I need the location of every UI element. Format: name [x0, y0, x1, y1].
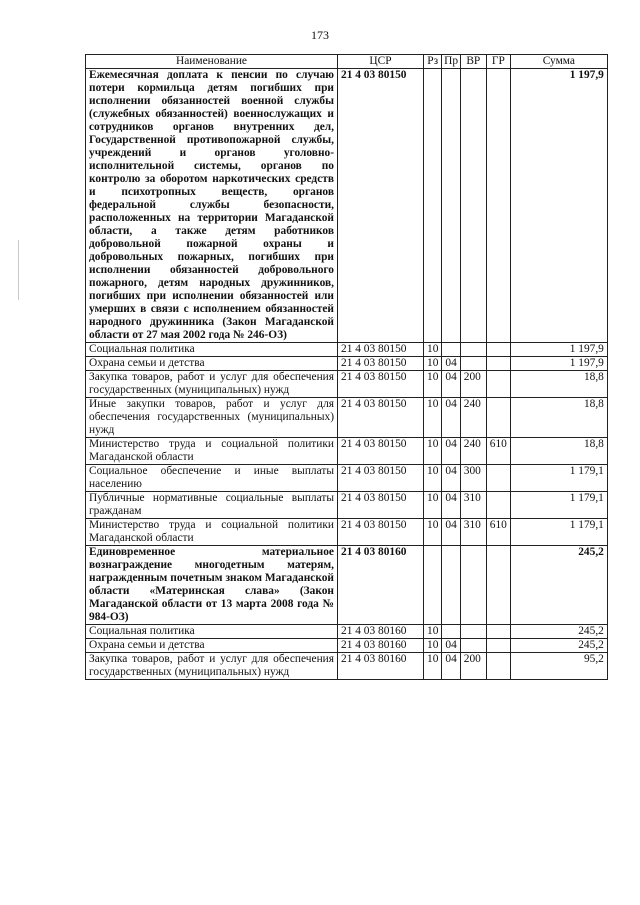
- budget-table: [85, 54, 608, 680]
- table-body: [86, 69, 608, 680]
- cell-sum: 18,8: [510, 398, 607, 438]
- cell-gr: [486, 639, 510, 653]
- cell-gr: [486, 492, 510, 519]
- page-number: 173: [311, 28, 329, 42]
- table-row: [86, 465, 608, 492]
- cell-sum: 245,2: [510, 546, 607, 625]
- header-rz: Рз: [424, 55, 442, 69]
- cell-name: Ежемесячная доплата к пенсии по случаю потери кормильца детям погибших при исполнении обязанностей военной службы (служебных обязанностей) военнослужащих и сотрудников органов внутренних дел, Государственной противопожарной службы, учреждений и органов уголовно-исполнительной системы, органов по контролю за оборотом наркотических средств и психотропных веществ, органов федеральной службы безопасности, расположенных на территории Магаданской области, а также детям работников добровольной пожарной охраны и добровольных пожарных, погибших при исполнении обязанностей добровольного пожарного, детям народных дружинников, погибших при исполнении обязанностей или умерших в связи с исполнением обязанностей народного дружинника (Закон Магаданской области от 27 мая 2002 года № 246-ОЗ): [86, 69, 338, 343]
- cell-vr: [460, 343, 486, 357]
- table-row: [86, 625, 608, 639]
- cell-name: Министерство труда и социальной политики Магаданской области: [86, 438, 338, 465]
- cell-gr: [486, 465, 510, 492]
- cell-vr: 310: [460, 492, 486, 519]
- table-row: [86, 639, 608, 653]
- table-row: [86, 653, 608, 680]
- cell-name: Социальная политика: [86, 625, 338, 639]
- header-pr: Пр: [442, 55, 460, 69]
- cell-name: Социальная политика: [86, 343, 338, 357]
- cell-pr: [442, 625, 460, 639]
- cell-sum: 18,8: [510, 371, 607, 398]
- cell-gr: [486, 625, 510, 639]
- header-vr: ВР: [460, 55, 486, 69]
- cell-rz: [424, 546, 442, 625]
- cell-csr: 21 4 03 80150: [338, 519, 424, 546]
- cell-sum: 1 179,1: [510, 519, 607, 546]
- cell-sum: 18,8: [510, 438, 607, 465]
- cell-csr: 21 4 03 80150: [338, 357, 424, 371]
- cell-name: Охрана семьи и детства: [86, 639, 338, 653]
- cell-pr: 04: [442, 653, 460, 680]
- cell-pr: 04: [442, 465, 460, 492]
- cell-name: Закупка товаров, работ и услуг для обеспечения государственных (муниципальных) нужд: [86, 371, 338, 398]
- scan-margin-mark: [18, 240, 19, 300]
- header-csr: ЦСР: [338, 55, 424, 69]
- cell-rz: 10: [424, 519, 442, 546]
- cell-vr: [460, 546, 486, 625]
- cell-gr: [486, 357, 510, 371]
- cell-pr: 04: [442, 519, 460, 546]
- table-row: [86, 69, 608, 343]
- table-row: [86, 438, 608, 465]
- cell-vr: 300: [460, 465, 486, 492]
- cell-name: Социальное обеспечение и иные выплаты населению: [86, 465, 338, 492]
- cell-gr: [486, 343, 510, 357]
- cell-rz: 10: [424, 465, 442, 492]
- table-row: [86, 519, 608, 546]
- cell-gr: 610: [486, 519, 510, 546]
- cell-sum: 95,2: [510, 653, 607, 680]
- cell-pr: 04: [442, 438, 460, 465]
- cell-gr: [486, 653, 510, 680]
- cell-sum: 245,2: [510, 625, 607, 639]
- cell-rz: 10: [424, 625, 442, 639]
- cell-csr: 21 4 03 80160: [338, 625, 424, 639]
- cell-sum: 1 179,1: [510, 492, 607, 519]
- cell-rz: 10: [424, 357, 442, 371]
- cell-sum: 1 179,1: [510, 465, 607, 492]
- cell-vr: [460, 69, 486, 343]
- cell-csr: 21 4 03 80150: [338, 492, 424, 519]
- cell-csr: 21 4 03 80160: [338, 546, 424, 625]
- cell-gr: [486, 398, 510, 438]
- cell-vr: 240: [460, 438, 486, 465]
- cell-pr: 04: [442, 371, 460, 398]
- table-row: [86, 492, 608, 519]
- cell-csr: 21 4 03 80150: [338, 371, 424, 398]
- cell-rz: 10: [424, 492, 442, 519]
- cell-pr: [442, 546, 460, 625]
- table-row: [86, 371, 608, 398]
- cell-pr: [442, 343, 460, 357]
- cell-pr: 04: [442, 357, 460, 371]
- cell-rz: [424, 69, 442, 343]
- cell-sum: 1 197,9: [510, 357, 607, 371]
- cell-rz: 10: [424, 653, 442, 680]
- cell-sum: 1 197,9: [510, 69, 607, 343]
- cell-csr: 21 4 03 80150: [338, 465, 424, 492]
- cell-pr: 04: [442, 639, 460, 653]
- header-name: Наименование: [86, 55, 338, 69]
- cell-rz: 10: [424, 438, 442, 465]
- cell-vr: [460, 357, 486, 371]
- table-header-row: [86, 55, 608, 69]
- cell-csr: 21 4 03 80150: [338, 438, 424, 465]
- cell-csr: 21 4 03 80150: [338, 69, 424, 343]
- cell-name: Публичные нормативные социальные выплаты гражданам: [86, 492, 338, 519]
- cell-name: Единовременное материальное вознаграждение многодетным матерям, награжденным почетным знаком Магаданской области «Материнская слава» (Закон Магаданской области от 13 марта 2008 года № 984-ОЗ): [86, 546, 338, 625]
- cell-vr: 240: [460, 398, 486, 438]
- cell-name: Закупка товаров, работ и услуг для обеспечения государственных (муниципальных) нужд: [86, 653, 338, 680]
- cell-gr: 610: [486, 438, 510, 465]
- cell-name: Министерство труда и социальной политики Магаданской области: [86, 519, 338, 546]
- cell-vr: [460, 639, 486, 653]
- table-row: [86, 546, 608, 625]
- cell-rz: 10: [424, 639, 442, 653]
- cell-rz: 10: [424, 343, 442, 357]
- cell-csr: 21 4 03 80160: [338, 653, 424, 680]
- table-row: [86, 357, 608, 371]
- cell-rz: 10: [424, 371, 442, 398]
- header-gr: ГР: [486, 55, 510, 69]
- cell-gr: [486, 546, 510, 625]
- cell-pr: 04: [442, 398, 460, 438]
- cell-vr: 310: [460, 519, 486, 546]
- cell-vr: 200: [460, 371, 486, 398]
- table-row: [86, 343, 608, 357]
- header-sum: Сумма: [510, 55, 607, 69]
- cell-csr: 21 4 03 80150: [338, 398, 424, 438]
- cell-name: Охрана семьи и детства: [86, 357, 338, 371]
- cell-csr: 21 4 03 80160: [338, 639, 424, 653]
- cell-sum: 245,2: [510, 639, 607, 653]
- cell-rz: 10: [424, 398, 442, 438]
- cell-vr: 200: [460, 653, 486, 680]
- cell-pr: 04: [442, 492, 460, 519]
- table-row: [86, 398, 608, 438]
- cell-vr: [460, 625, 486, 639]
- cell-csr: 21 4 03 80150: [338, 343, 424, 357]
- cell-pr: [442, 69, 460, 343]
- cell-gr: [486, 69, 510, 343]
- cell-name: Иные закупки товаров, работ и услуг для обеспечения государственных (муниципальных) нужд: [86, 398, 338, 438]
- cell-gr: [486, 371, 510, 398]
- cell-sum: 1 197,9: [510, 343, 607, 357]
